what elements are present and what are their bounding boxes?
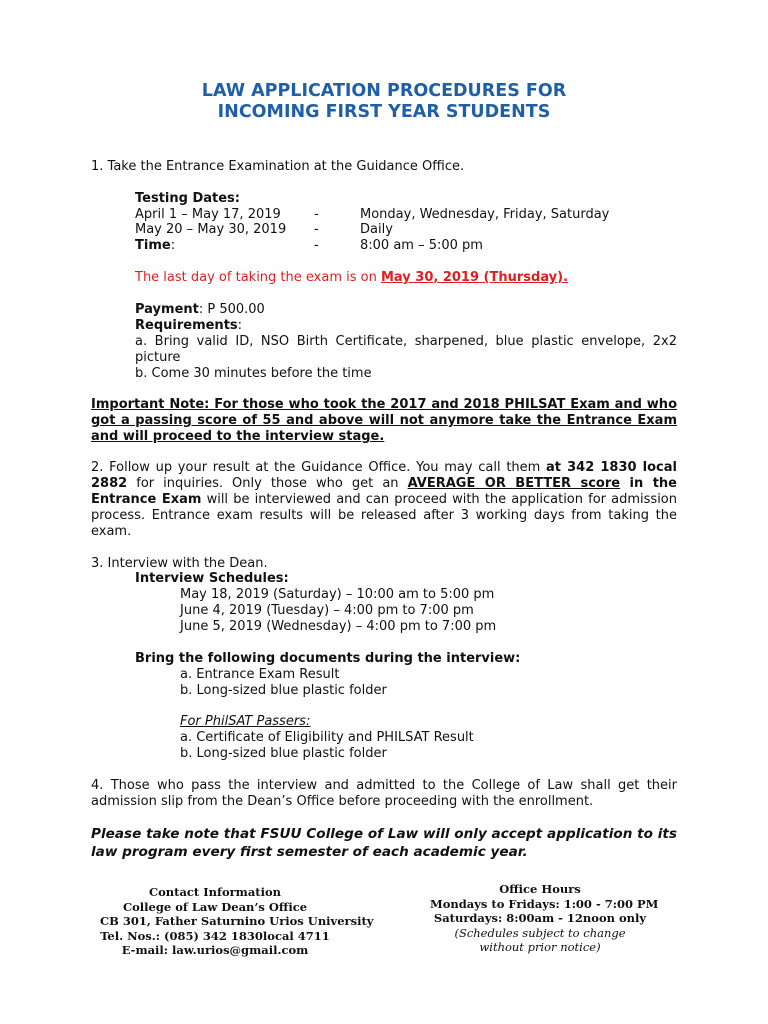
hours-heading: Office Hours [499,882,581,896]
interview-schedule-1: May 18, 2019 (Saturday) – 10:00 am to 5:00 pm [180,587,495,602]
important-note: Important Note: For those who took the 2017 and 2018 PHILSAT Exam and who got a passing score of 55 and above will not anymore take the Entrance Exam and will proceed to the interview stage. [91,397,677,444]
entrance-exam: Entrance Exam [91,492,202,507]
step-2-paragraph [91,460,677,540]
schedule-date-2: May 20 – May 30, 2019 [135,222,287,237]
doc-b: b. Long-sized blue plastic folder [180,683,387,698]
last-day-prefix: The last day of taking the exam is on [135,270,381,285]
hours-note-1: (Schedules subject to change [454,925,626,940]
office-hours-block [430,882,659,955]
last-day-date: May 30, 2019 (Thursday). [380,270,569,285]
schedule-date-1: April 1 – May 17, 2019 [135,207,281,222]
step-2-part-2: for inquiries. Only those who get an [127,476,408,491]
schedule-dash-2: - [314,222,319,237]
bring-documents-label: Bring the following documents during the interview: [135,651,521,666]
interview-schedule-3: June 5, 2019 (Wednesday) – 4:00 pm to 7:00 pm [180,619,497,634]
schedule-days-2: Daily [360,222,393,237]
requirement-a: a. Bring valid ID, NSO Birth Certificate, sharpened, blue plastic envelope, 2x2 picture [135,334,677,365]
step-2-part-1: 2. Follow up your result at the Guidance Office. You may call them [91,460,547,475]
schedule-days-3: 8:00 am – 5:00 pm [360,238,483,253]
schedule-time-label [135,238,175,254]
requirement-b: b. Come 30 minutes before the time [135,366,372,381]
doc-a: a. Entrance Exam Result [180,667,340,682]
step-4-paragraph: 4. Those who pass the interview and admitted to the College of Law shall get their admission slip from the Dean’s Office before proceeding with the enrollment. [91,778,677,809]
step-3-text: 3. Interview with the Dean. [91,556,268,571]
hours-saturdays: Saturdays: 8:00am - 12noon only [433,911,647,926]
guidance-phone: at 342 1830 local 2882 [91,460,677,491]
philsat-label: For PhilSAT Passers: [180,714,311,729]
hours-weekdays: Mondays to Fridays: 1:00 - 7:00 PM [430,896,659,911]
contact-address: CB 301, Father Saturnino Urios University [100,914,374,929]
step-2-part-4: will be interviewed and can proceed with the application for admission process. Entrance exam results will be released after 3 working days from taking the exam. [91,492,678,539]
schedule-dash-3: - [314,238,319,253]
testing-dates-label: Testing Dates: [135,191,240,206]
contact-email: E-mail: law.urios@gmail.com [121,943,309,958]
payment-label: Payment [135,302,199,317]
philsat-doc-a: a. Certificate of Eligibility and PHILSAT Result [180,730,474,745]
schedule-dash-1: - [314,207,319,222]
time-label: Time [135,238,171,253]
payment-value: : P 500.00 [198,302,265,317]
step-2-part-3: in the [620,476,678,491]
contact-phones: Tel. Nos.: (085) 342 1830local 4711 [100,928,330,943]
schedule-days-1: Monday, Wednesday, Friday, Saturday [360,207,610,222]
requirements-colon: : [237,318,243,333]
philsat-doc-b: b. Long-sized blue plastic folder [180,746,387,761]
payment-line [135,302,265,318]
title-line-1: LAW APPLICATION PROCEDURES FOR [201,81,567,101]
take-note: Please take note that FSUU College of Law will only accept application to its law program every first semester of each academic year. [91,826,677,860]
requirements-label: Requirements [135,318,238,333]
interview-schedule-2: June 4, 2019 (Tuesday) – 4:00 pm to 7:00 pm [180,603,474,618]
contact-heading: Contact Information [148,885,281,899]
hours-note-2: without prior notice) [479,940,601,955]
average-score: AVERAGE OR BETTER score [407,476,621,491]
interview-schedules-label: Interview Schedules: [135,571,289,586]
time-colon: : [170,238,176,253]
contact-block [100,885,374,958]
step-1-text: 1. Take the Entrance Examination at the Guidance Office. [91,159,465,174]
title-line-2: INCOMING FIRST YEAR STUDENTS [217,102,551,122]
contact-office: College of Law Dean’s Office [122,899,308,914]
last-day-notice [135,270,568,286]
requirements-line [135,318,242,334]
